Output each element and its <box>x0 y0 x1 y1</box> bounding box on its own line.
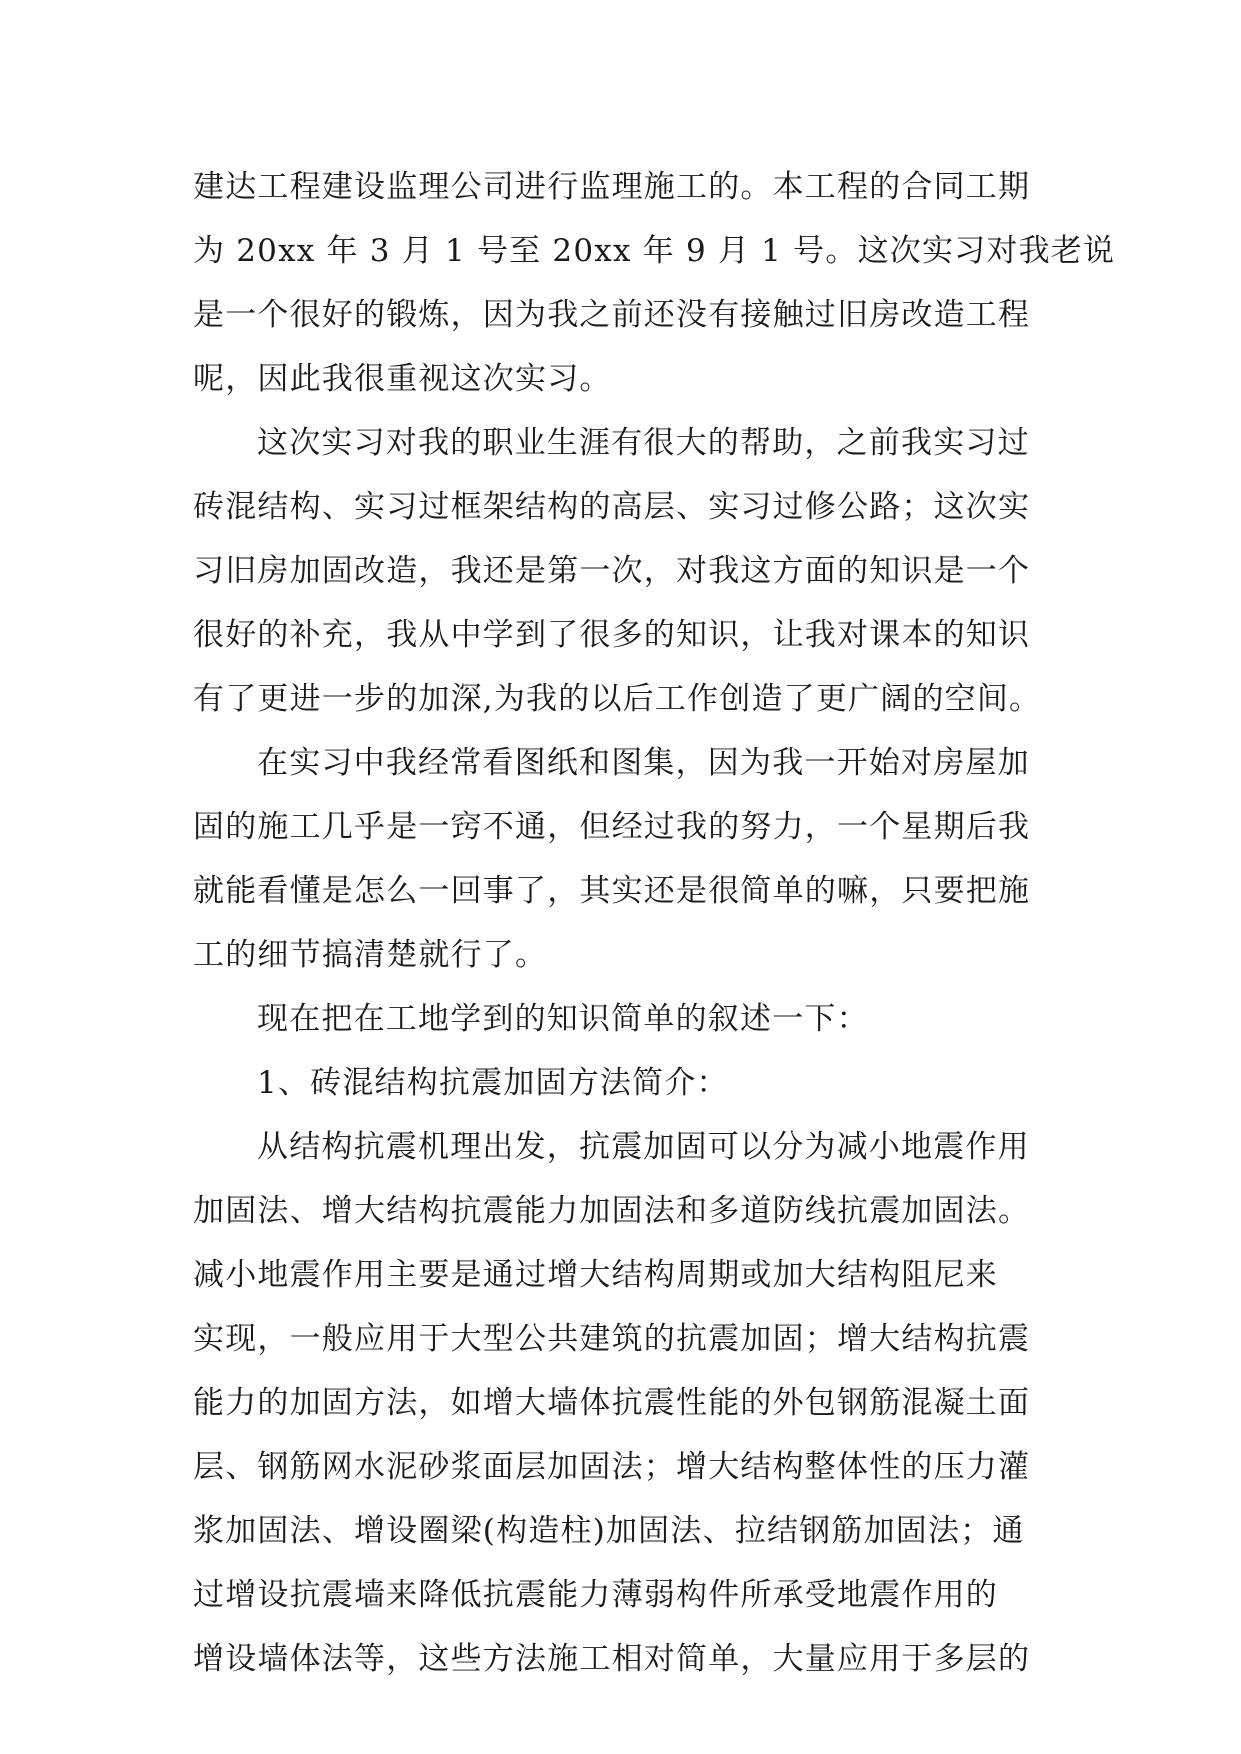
text-line: 层、钢筋网水泥砂浆面层加固法；增大结构整体性的压力灌 <box>193 1449 1031 1485</box>
paragraph-start-line: 从结构抗震机理出发，抗震加固可以分为减小地震作用 <box>257 1129 1030 1165</box>
text-line: 固的施工几乎是一窍不通，但经过我的努力，一个星期后我 <box>193 809 1031 845</box>
text-line: 过增设抗震墙来降低抗震能力薄弱构件所承受地震作用的 <box>193 1577 998 1613</box>
text-line: 浆加固法、增设圈梁(构造柱)加固法、拉结钢筋加固法；通 <box>193 1513 1025 1549</box>
text-line: 有了更进一步的加深,为我的以后工作创造了更广阔的空间。 <box>193 681 1042 717</box>
text-line: 能力的加固方法，如增大墙体抗震性能的外包钢筋混凝土面 <box>193 1385 1031 1421</box>
document-body <box>193 155 1116 1691</box>
paragraph-start-line: 现在把在工地学到的知识简单的叙述一下： <box>257 1001 869 1037</box>
text-line: 砖混结构、实习过框架结构的高层、实习过修公路；这次实 <box>193 489 1031 525</box>
text-line: 是一个很好的锻炼，因为我之前还没有接触过旧房改造工程 <box>193 297 1031 333</box>
section-heading: 1、砖混结构抗震加固方法简介： <box>257 1065 729 1101</box>
text-line: 减小地震作用主要是通过增大结构周期或加大结构阻尼来 <box>193 1257 998 1293</box>
text-line: 为 20xx 年 3 月 1 号至 20xx 年 9 月 1 号。这次实习对我老说 <box>193 233 1116 269</box>
text-line: 呢，因此我很重视这次实习。 <box>193 361 612 397</box>
text-line: 增设墙体法等，这些方法施工相对简单，大量应用于多层的 <box>193 1641 1031 1677</box>
paragraph-start-line: 这次实习对我的职业生涯有很大的帮助，之前我实习过 <box>257 425 1030 461</box>
text-line: 建达工程建设监理公司进行监理施工的。本工程的合同工期 <box>193 169 1031 205</box>
text-line: 很好的补充，我从中学到了很多的知识，让我对课本的知识 <box>193 617 1031 653</box>
paragraph-start-line: 在实习中我经常看图纸和图集，因为我一开始对房屋加 <box>257 745 1030 781</box>
text-line: 实现，一般应用于大型公共建筑的抗震加固；增大结构抗震 <box>193 1321 1031 1357</box>
text-line: 加固法、增大结构抗震能力加固法和多道防线抗震加固法。 <box>193 1193 1031 1229</box>
text-line: 就能看懂是怎么一回事了，其实还是很简单的嘛，只要把施 <box>193 873 1031 909</box>
text-line: 工的细节搞清楚就行了。 <box>193 937 548 973</box>
text-line: 习旧房加固改造，我还是第一次，对我这方面的知识是一个 <box>193 553 1031 589</box>
